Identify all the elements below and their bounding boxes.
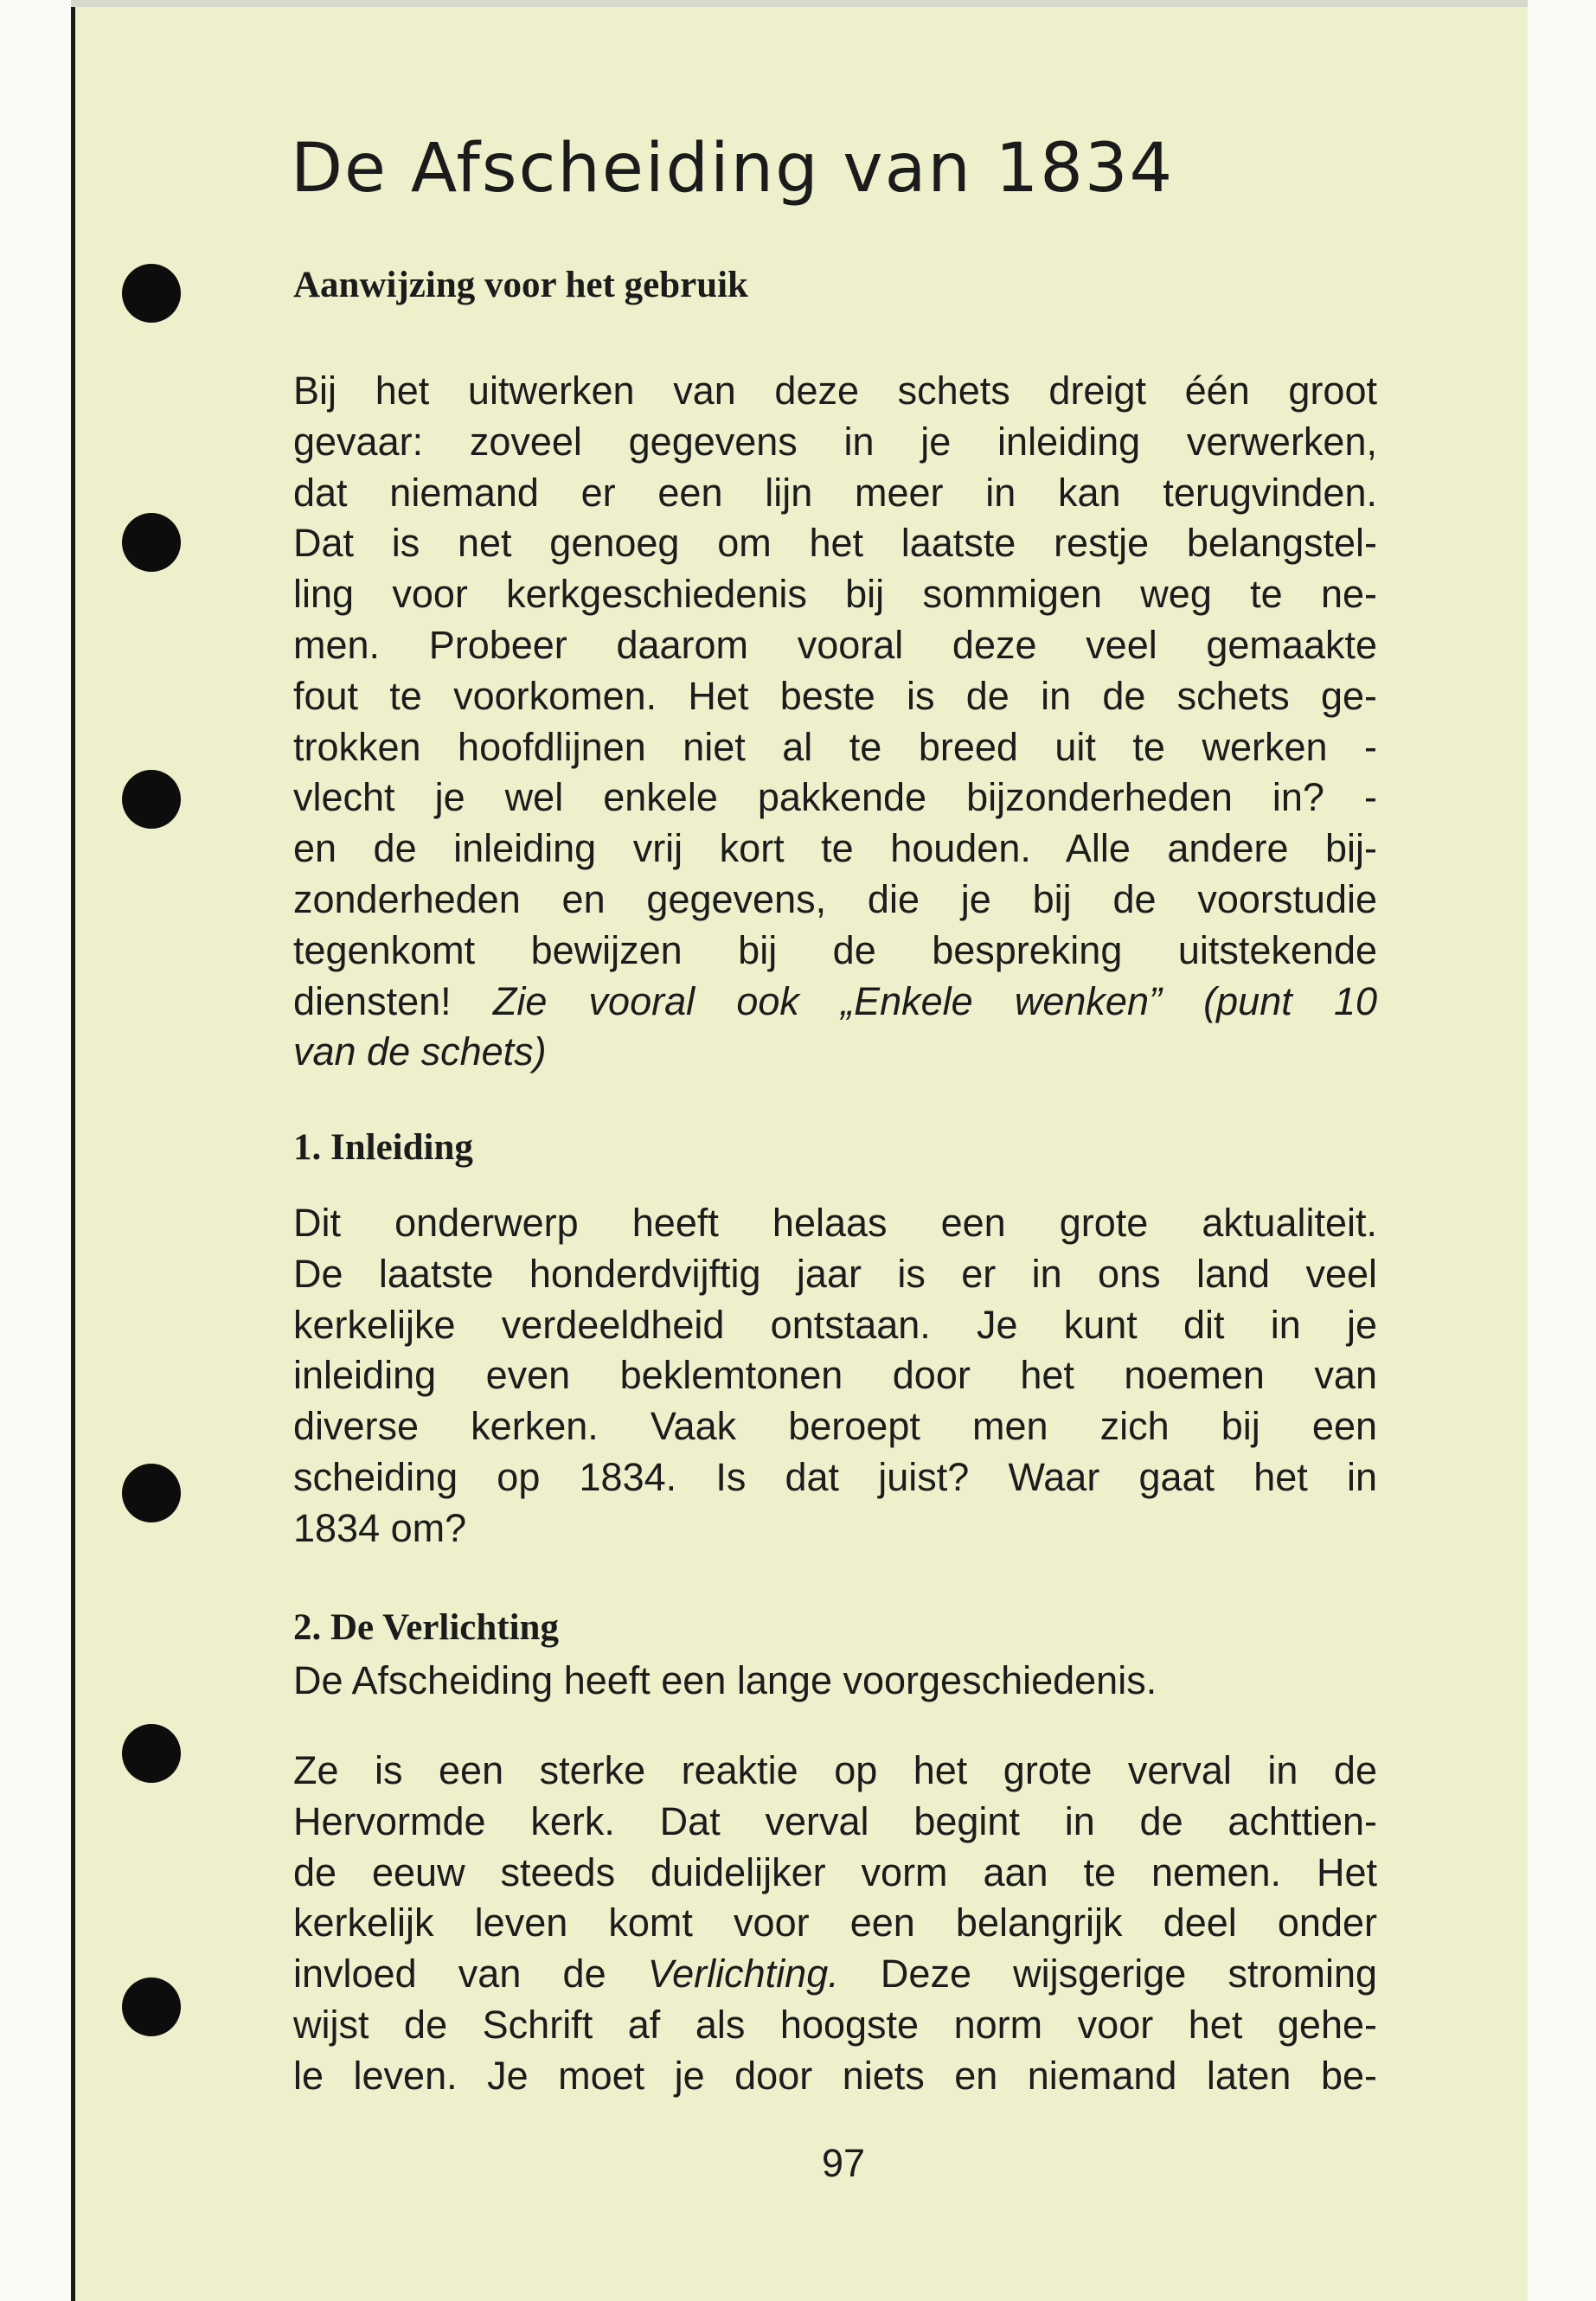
text-segment: invloed van de <box>293 1952 648 1997</box>
text-line: vlecht je wel enkele pakkende bijzonderheden in? - <box>293 775 1377 820</box>
text-line: wijst de Schrift af als hoogste norm voor het gehe- <box>293 2002 1377 2047</box>
text-line: Ze is een sterke reaktie op het grote verval in de <box>293 1748 1377 1792</box>
text-line: 1834 om? <box>293 1505 467 1550</box>
intro-heading: Aanwijzing voor het gebruik <box>293 265 748 305</box>
text-line: gevaar: zoveel gegevens in je inleiding verwerken, <box>293 419 1377 464</box>
verlichting-intro <box>293 1656 1377 1707</box>
text-line: tegenkomt bewijzen bij de bespreking uitstekende <box>293 927 1377 972</box>
section-heading-inleiding: 1. Inleiding <box>293 1127 473 1168</box>
punch-hole <box>122 770 181 829</box>
text-line: Bij het uitwerken van deze schets dreigt één groot <box>293 369 1377 413</box>
italic-text: Verlichting. <box>647 1952 839 1997</box>
text-line: kerkelijke verdeeldheid ontstaan. Je kunt dit in je <box>293 1302 1377 1347</box>
text-line: scheiding op 1834. Is dat juist? Waar gaat het in <box>293 1454 1377 1499</box>
text-line: Dit onderwerp heeft helaas een grote aktualiteit. <box>293 1201 1377 1245</box>
inleiding-paragraph <box>293 1198 1377 1554</box>
punch-hole <box>122 1464 181 1522</box>
punch-hole <box>122 1724 181 1783</box>
text-line: trokken hoofdlijnen niet al te breed uit te werken - <box>293 724 1377 769</box>
punch-hole <box>122 264 181 323</box>
text-line: dat niemand er een lijn meer in kan terugvinden. <box>293 470 1377 515</box>
text-line: de eeuw steeds duidelijker vorm aan te nemen. Het <box>293 1849 1377 1894</box>
intro-paragraph <box>293 366 1377 1078</box>
text-line: zonderheden en gegevens, die je bij de voorstudie <box>293 876 1377 921</box>
text-line: fout te voorkomen. Het beste is de in de schets ge- <box>293 673 1377 718</box>
text-line: van de schets) <box>293 1029 547 1074</box>
text-line: Hervormde kerk. Dat verval begint in de achttien- <box>293 1798 1377 1843</box>
text-line: kerkelijk leven komt voor een belangrijk deel onder <box>293 1900 1377 1945</box>
text-line: en de inleiding vrij kort te houden. Alle andere bij- <box>293 826 1377 871</box>
text-line <box>293 977 1377 1028</box>
text-line: inleiding even beklemtonen door het noemen van <box>293 1353 1377 1398</box>
page-number: 97 <box>821 2141 866 2185</box>
text-line: De Afscheiding heeft een lange voorgeschiedenis. <box>293 1658 1157 1702</box>
text-line: Dat is net genoeg om het laatste restje belangstel- <box>293 521 1377 566</box>
page-title: De Afscheiding van 1834 <box>291 130 1175 208</box>
italic-text: Zie vooral ook „Enkele wenken” (punt 10 <box>492 978 1377 1023</box>
text-segment: diensten! <box>293 978 493 1023</box>
verlichting-paragraph <box>293 1746 1377 2102</box>
page-top-edge <box>71 0 1528 7</box>
text-segment: Deze wijsgerige stroming <box>838 1952 1377 1997</box>
text-line: De laatste honderdvijftig jaar is er in ons land veel <box>293 1251 1377 1296</box>
text-line <box>293 1949 1377 2000</box>
section-heading-verlichting: 2. De Verlichting <box>293 1607 559 1648</box>
punch-hole <box>122 1977 181 2036</box>
punch-hole <box>122 513 181 572</box>
text-line: le leven. Je moet je door niets en niemand laten be- <box>293 2053 1377 2098</box>
text-line: men. Probeer daarom vooral deze veel gemaakte <box>293 622 1377 667</box>
text-line: diverse kerken. Vaak beroept men zich bij een <box>293 1404 1377 1449</box>
text-line: ling voor kerkgeschiedenis bij sommigen weg te ne- <box>293 572 1377 617</box>
